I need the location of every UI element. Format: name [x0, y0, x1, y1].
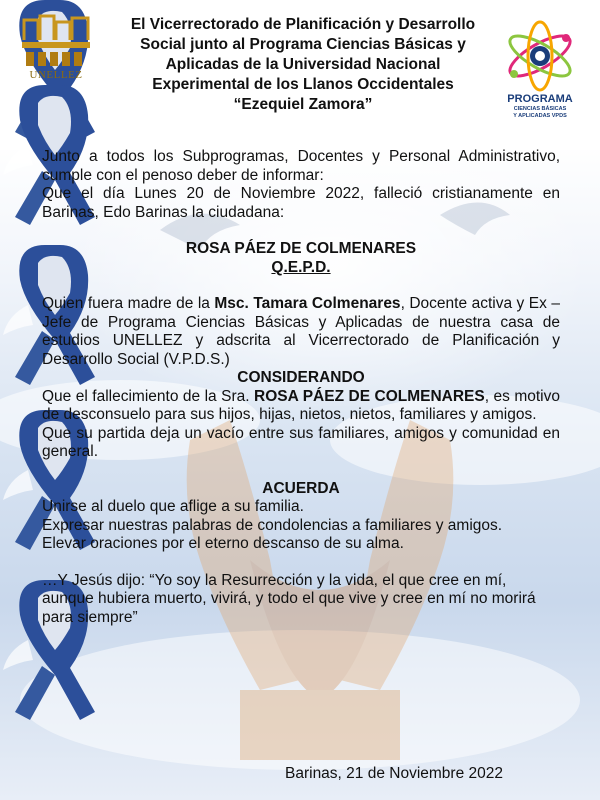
considerando-name: ROSA PÁEZ DE COLMENARES	[254, 387, 485, 405]
title-line: Aplicadas de la Universidad Nacional	[165, 56, 441, 73]
considerando-text: , es motivo de desconsuelo para sus hijos, hijas, nietos, nietos, familiares y amigos.	[42, 387, 560, 423]
acuerda-item: Elevar oraciones por el eterno descanso de su alma.	[42, 535, 404, 552]
unellez-emblem-icon	[18, 12, 94, 70]
unellez-logo	[18, 12, 94, 82]
programa-logo-subtitle	[500, 106, 580, 120]
obituary-body	[42, 148, 560, 627]
considerando-paragraph	[42, 388, 560, 425]
programa-logo-title: PROGRAMA	[507, 93, 573, 105]
title-line: Social junto al Programa Ciencias Básicas y	[140, 36, 466, 53]
deceased-name: ROSA PÁEZ DE COLMENARES	[185, 240, 417, 257]
programa-logo-line: CIENCIAS BÁSICAS	[513, 106, 567, 112]
considerando-heading: CONSIDERANDO	[237, 369, 365, 386]
acuerda-item: Unirse al duelo que aflige a su familia.	[42, 498, 304, 515]
atom-icon	[500, 20, 580, 92]
relation-paragraph	[42, 295, 560, 369]
intro-paragraph: Que el día Lunes 20 de Noviembre 2022, falleció cristianamente en Barinas, Edo Barinas la ciudadana:	[42, 185, 560, 221]
acuerda-item: Expresar nuestras palabras de condolencias a familiares y amigos.	[42, 516, 503, 534]
considerando-paragraph: Que su partida deja un vacío entre sus familiares, amigos y comunidad en general.	[42, 424, 560, 460]
relation-text: , Docente activa y Ex – Jefe de Programa Ciencias Básicas y Aplicadas de nuestra casa de estudios UNELLEZ y adscrita al Vicerrectorado de Planificación y Desarrollo Social (V.P.D.S.)	[42, 295, 560, 368]
programa-logo-line: Y APLICADAS VPDS	[513, 113, 567, 119]
place-date: Barinas, 21 de Noviembre 2022	[285, 765, 503, 782]
unellez-logo-text: UNELLEZ	[29, 69, 83, 81]
title-line: “Ezequiel Zamora”	[233, 96, 373, 113]
title-line: El Vicerrectorado de Planificación y Desarrollo	[130, 16, 476, 33]
relation-name: Msc. Tamara Colmenares	[214, 295, 401, 312]
qepd-label: Q.E.P.D.	[271, 258, 331, 276]
page-title	[96, 15, 510, 115]
considerando-text: Que el fallecimiento de la Sra.	[42, 387, 255, 405]
programa-logo	[500, 20, 580, 130]
acuerda-heading: ACUERDA	[262, 479, 340, 497]
title-line: Experimental de los Llanos Occidentales	[152, 76, 454, 93]
relation-text: Quien fuera madre de la	[42, 295, 215, 312]
intro-paragraph: Junto a todos los Subprogramas, Docentes y Personal Administrativo, cumple con el penoso deber de informar:	[42, 148, 560, 184]
bible-quote: …Y Jesús dijo: “Yo soy la Resurrección y la vida, el que cree en mí, aunque hubiera muerto, vivirá, y todo el que vive y cree en mí no morirá para siempre”	[42, 571, 536, 626]
